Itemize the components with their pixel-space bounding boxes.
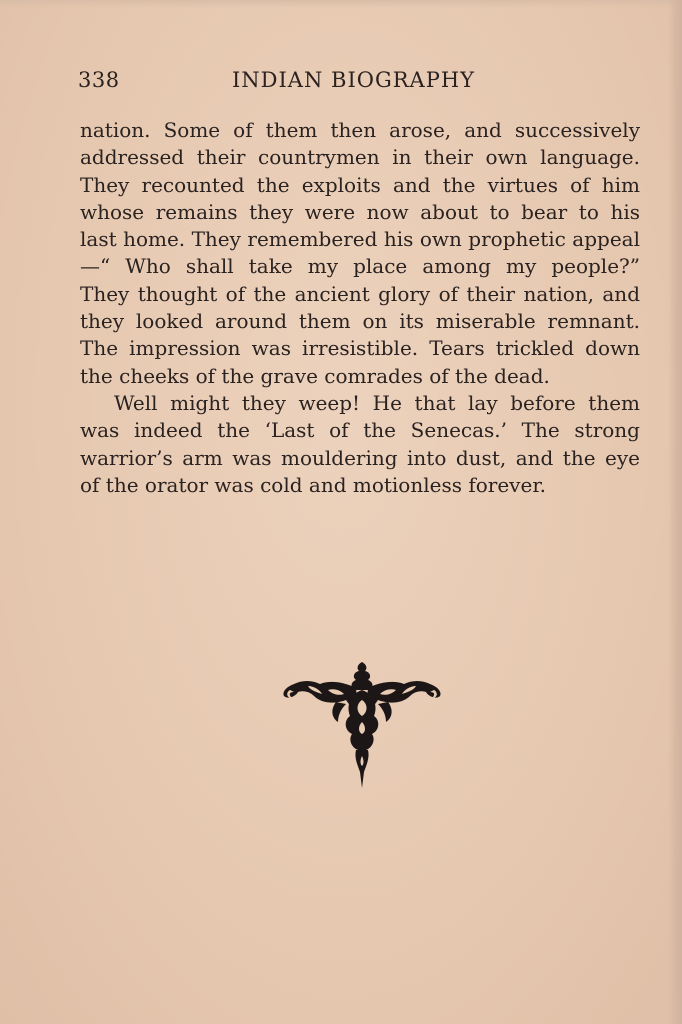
text-line: the cheeks of the grave comrades of the dead. bbox=[80, 363, 550, 388]
text-line: warrior’s arm was mouldering into dust, and the eye bbox=[80, 445, 640, 470]
text-line: Well might they weep! He that lay before them bbox=[114, 390, 640, 415]
running-header bbox=[78, 68, 640, 98]
text-line: whose remains they were now about to bear to his bbox=[80, 199, 640, 224]
page-right-edge bbox=[668, 0, 682, 1024]
text-line: of the orator was cold and motionless forever. bbox=[80, 472, 547, 497]
text-line: The impression was irresistible. Tears trickled down bbox=[80, 336, 640, 361]
text-line: nation. Some of them then arose, and successively bbox=[80, 118, 640, 142]
floral-tailpiece-icon bbox=[280, 660, 445, 792]
text-line: addressed their countrymen in their own language. bbox=[80, 145, 640, 170]
page-top-edge bbox=[0, 0, 682, 8]
text-line: they looked around them on its miserable remnant. bbox=[80, 309, 640, 334]
text-line: They thought of the ancient glory of their nation, and bbox=[80, 281, 640, 306]
text-line: was indeed the ‘Last of the Senecas.’ The strong bbox=[80, 418, 640, 443]
text-line: They recounted the exploits and the virtues of him bbox=[80, 172, 640, 197]
paragraph bbox=[80, 117, 640, 390]
text-line: —“ Who shall take my place among my people?” bbox=[80, 254, 640, 279]
paragraph bbox=[80, 390, 640, 499]
running-title: INDIAN BIOGRAPHY bbox=[232, 68, 476, 92]
text-line: last home. They remembered his own prophetic appeal bbox=[80, 227, 640, 252]
body-text bbox=[80, 117, 640, 499]
page-number: 338 bbox=[78, 68, 120, 92]
